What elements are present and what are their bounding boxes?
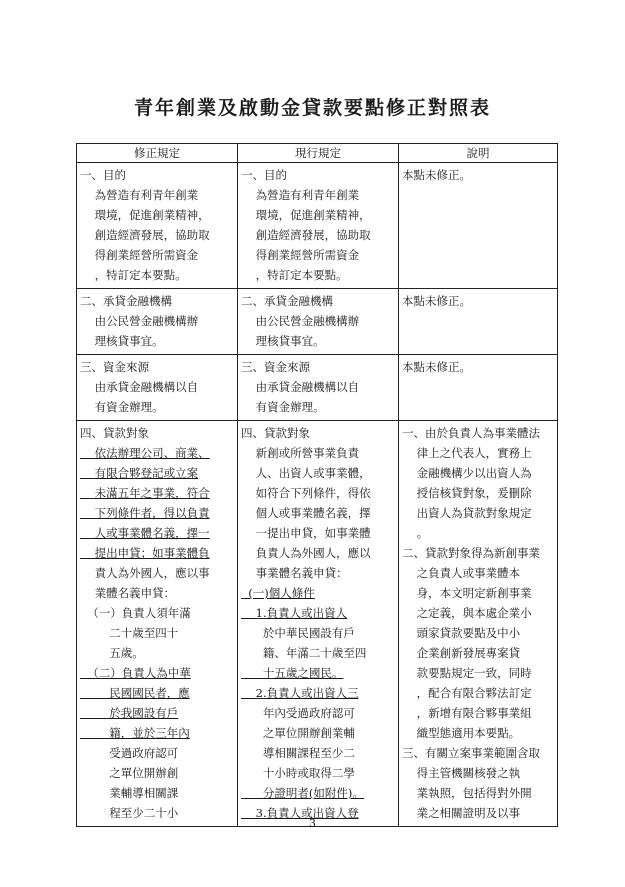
cell-line: 個人或事業體名義，擇 — [241, 506, 371, 520]
cell-line: 業之相關證明及以事 — [402, 806, 521, 820]
cell-line: 程至少二十小 — [80, 806, 179, 820]
cell-line: 提出申貸；如事業體負 — [80, 546, 210, 560]
cell-note — [399, 289, 558, 355]
cell-line: 本點未修正。 — [402, 168, 471, 182]
cell-line: 之單位開辦創業輔 — [241, 726, 355, 740]
cell-line: 業執照，包括得對外開 — [402, 786, 532, 800]
cell-line: 為營造有利青年創業 — [80, 188, 199, 202]
cell-line: （二）負責人為中華 — [80, 666, 191, 680]
cell-line: 人或事業體名義，擇一 — [80, 526, 210, 540]
cell-line: 之負責人或事業體本 — [402, 566, 521, 580]
cell-line: 依法辦理公司、商業、 — [80, 446, 210, 460]
cell-line: 年內受過政府認可 — [241, 706, 355, 720]
cell-line: 之定義，與本處企業小 — [402, 606, 532, 620]
cell-line: 二、承貸金融機構 — [241, 294, 333, 308]
cell-line: (一)個人條件 — [241, 586, 315, 600]
cell-line: 環境，促進創業精神， — [80, 208, 210, 222]
cell-line: 二、承貸金融機構 — [80, 294, 172, 308]
cell-revised — [77, 163, 238, 289]
table-row — [77, 289, 558, 355]
cell-line: 得創業經營所需資金 — [80, 248, 199, 262]
cell-line: 金融機構少以出資人為 — [402, 466, 532, 480]
cell-line: 有限合夥登記或立案 — [80, 466, 199, 480]
cell-line: 織型態適用本要點。 — [402, 726, 521, 740]
cell-line: 一、目的 — [241, 168, 287, 182]
cell-line: 由公民營金融機構辦 — [241, 314, 360, 328]
table-body — [77, 163, 558, 827]
cell-line: 於我國設有戶 — [80, 706, 179, 720]
cell-line: 如符合下列條件，得依 — [241, 486, 371, 500]
cell-line: 理核貸事宜。 — [241, 334, 325, 348]
cell-line: 導相關課程至少二 — [241, 746, 355, 760]
cell-line: 分證明者(如附件)。 — [241, 786, 364, 800]
cell-note — [399, 163, 558, 289]
cell-line: 五歲。 — [80, 646, 144, 660]
cell-line: 籍，並於三年內 — [80, 726, 190, 740]
cell-line: 。 — [402, 526, 429, 540]
cell-line: 款要點規定一致，同時 — [402, 666, 532, 680]
cell-line: 一、由於負責人為事業體法 — [402, 426, 540, 440]
cell-line: 創造經濟發展，協助取 — [80, 228, 210, 242]
cell-line: 得主管機關核發之執 — [402, 766, 521, 780]
cell-line: 有資金辦理。 — [241, 400, 325, 414]
cell-current — [238, 163, 399, 289]
cell-line: 授信核貸對象，爰刪除 — [402, 486, 532, 500]
cell-line: 責人為外國人，應以事 — [80, 566, 210, 580]
cell-line: 本點未修正。 — [402, 360, 471, 374]
cell-line: 1.負責人或出資人 — [241, 606, 348, 620]
cell-line: 受過政府認可 — [80, 746, 179, 760]
table-header-row — [77, 144, 558, 163]
cell-note — [399, 421, 558, 827]
table-row — [77, 163, 558, 289]
cell-line: 業體名義申貸： — [80, 586, 176, 600]
cell-line: 頭家貸款要點及中小 — [402, 626, 521, 640]
cell-line: 未滿五年之事業，符合 — [80, 486, 210, 500]
cell-line: 有資金辦理。 — [80, 400, 164, 414]
cell-line: 籍、年滿二十歲至四 — [241, 646, 367, 660]
cell-line: 出資人為貸款對象規定 — [402, 506, 532, 520]
cell-line: 三、資金來源 — [80, 360, 149, 374]
cell-line: （一）負責人須年滿 — [80, 606, 191, 620]
cell-line: 身，本文明定新創事業 — [402, 586, 532, 600]
header-current: 現行規定 — [238, 144, 399, 163]
cell-current — [238, 421, 399, 827]
cell-line: ，新增有限合夥事業組 — [402, 706, 532, 720]
cell-revised — [77, 421, 238, 827]
cell-line: 由承貸金融機構以自 — [80, 380, 199, 394]
cell-line: 三、資金來源 — [241, 360, 310, 374]
cell-line: 下列條件者，得以負責 — [80, 506, 210, 520]
cell-line: 業輔導相關課 — [80, 786, 179, 800]
cell-line: 由公民營金融機構辦 — [80, 314, 199, 328]
cell-note — [399, 355, 558, 421]
cell-current — [238, 289, 399, 355]
cell-line: 新創或所營事業負責 — [241, 446, 360, 460]
cell-line: 三、有關立案事業範圍含取 — [402, 746, 540, 760]
cell-line: 負責人為外國人，應以 — [241, 546, 371, 560]
cell-line: 十五歲之國民。 — [241, 666, 344, 680]
cell-line: 本點未修正。 — [402, 294, 471, 308]
cell-line: 為營造有利青年創業 — [241, 188, 360, 202]
cell-line: 得創業經營所需資金 — [241, 248, 360, 262]
cell-line: 事業體名義申貸： — [241, 566, 348, 580]
cell-line: 律上之代表人，實務上 — [402, 446, 532, 460]
cell-line: 企業創新發展專案貸 — [402, 646, 521, 660]
cell-line: 由承貸金融機構以自 — [241, 380, 360, 394]
cell-line: 2.負責人或出資人三 — [241, 686, 359, 700]
header-revised: 修正規定 — [77, 144, 238, 163]
cell-line: 理核貸事宜。 — [80, 334, 164, 348]
cell-line: ，特訂定本要點。 — [241, 268, 348, 282]
cell-line: 四、貸款對象 — [241, 426, 310, 440]
cell-line: 人、出資人或事業體， — [241, 466, 371, 480]
table-row — [77, 355, 558, 421]
cell-line: 二十歲至四十 — [80, 626, 179, 640]
cell-line: 創造經濟發展，協助取 — [241, 228, 371, 242]
cell-line: ，配合有限合夥法訂定 — [402, 686, 532, 700]
cell-line: 四、貸款對象 — [80, 426, 149, 440]
table-row — [77, 421, 558, 827]
cell-current — [238, 355, 399, 421]
cell-line: 3.負責人或出資人登 — [241, 806, 359, 820]
cell-revised — [77, 355, 238, 421]
cell-line: 二、貸款對象得為新創事業 — [402, 546, 540, 560]
cell-line: 民國國民者，應 — [80, 686, 190, 700]
cell-line: 之單位開辦創 — [80, 766, 179, 780]
page-title: 青年創業及啟動金貸款要點修正對照表 — [133, 97, 491, 119]
cell-line: 一提出申貸，如事業體 — [241, 526, 371, 540]
header-note: 說明 — [399, 144, 558, 163]
cell-line: 十小時或取得二學 — [241, 766, 355, 780]
page-number: 3 — [309, 817, 316, 830]
cell-line: 一、目的 — [80, 168, 126, 182]
cell-revised — [77, 289, 238, 355]
cell-line: 於中華民國設有戶 — [241, 626, 355, 640]
comparison-table — [76, 143, 558, 827]
cell-line: ，特訂定本要點。 — [80, 268, 187, 282]
cell-line: 環境，促進創業精神， — [241, 208, 371, 222]
